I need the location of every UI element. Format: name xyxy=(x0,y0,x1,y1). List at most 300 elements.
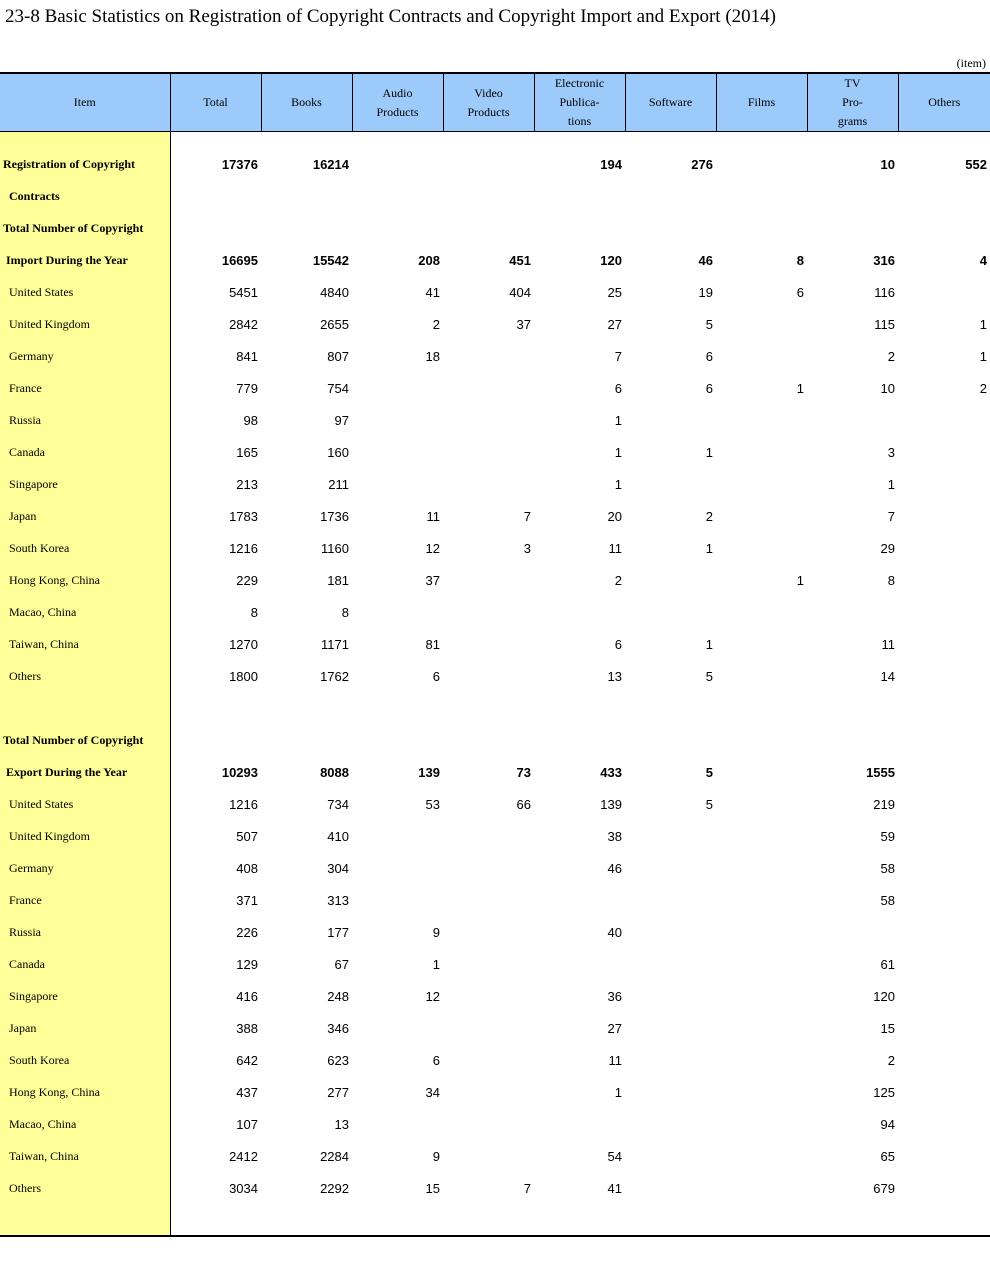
row-label: Total Number of Copyright xyxy=(0,212,170,244)
cell-video xyxy=(443,468,534,500)
cell-books: 313 xyxy=(327,892,349,908)
cell-tv: 8 xyxy=(887,572,895,588)
cell-video xyxy=(443,692,534,708)
cell-total xyxy=(170,724,261,756)
cell-software: 5 xyxy=(705,796,713,812)
table-row xyxy=(0,756,990,788)
cell-audio xyxy=(352,468,443,500)
cell-electronic: 194 xyxy=(600,156,622,172)
row-label: Germany xyxy=(0,340,170,372)
table-row xyxy=(0,1204,990,1236)
table-row xyxy=(0,1140,990,1172)
cell-total: 1216 xyxy=(229,796,258,812)
table-row xyxy=(0,564,990,596)
cell-tv: 115 xyxy=(874,316,895,332)
cell-tv xyxy=(807,132,898,149)
cell-others xyxy=(898,708,990,724)
cell-video xyxy=(443,596,534,628)
cell-electronic: 11 xyxy=(608,540,622,556)
cell-video xyxy=(443,708,534,724)
cell-total: 5451 xyxy=(229,284,258,300)
table-row xyxy=(0,1076,990,1108)
cell-software xyxy=(625,404,716,436)
column-header-others xyxy=(898,73,990,132)
cell-total: 507 xyxy=(236,828,258,844)
cell-audio xyxy=(352,852,443,884)
cell-electronic: 139 xyxy=(600,796,622,812)
row-label: Export During the Year xyxy=(0,756,170,788)
cell-total: 3034 xyxy=(229,1180,258,1196)
cell-books: 160 xyxy=(327,444,349,460)
cell-electronic: 11 xyxy=(608,1052,622,1068)
column-header-line: Total xyxy=(203,95,228,109)
cell-electronic: 41 xyxy=(607,1180,622,1196)
cell-software xyxy=(625,820,716,852)
cell-total: 98 xyxy=(243,412,258,428)
cell-video xyxy=(443,212,534,244)
cell-audio: 139 xyxy=(418,764,440,780)
cell-others xyxy=(898,756,990,788)
cell-others xyxy=(898,468,990,500)
cell-electronic: 1 xyxy=(614,1084,622,1100)
cell-films xyxy=(716,500,807,532)
cell-audio: 6 xyxy=(432,668,440,684)
cell-others xyxy=(898,1204,990,1236)
cell-tv: 1555 xyxy=(866,764,895,780)
table-row xyxy=(0,244,990,276)
cell-others xyxy=(898,1012,990,1044)
cell-electronic: 2 xyxy=(614,572,622,588)
cell-video xyxy=(443,436,534,468)
cell-electronic: 27 xyxy=(607,1020,622,1036)
cell-films xyxy=(716,596,807,628)
cell-tv xyxy=(807,404,898,436)
cell-films: 8 xyxy=(796,252,804,268)
row-label xyxy=(0,132,170,149)
cell-others xyxy=(898,660,990,692)
row-label: United Kingdom xyxy=(0,308,170,340)
cell-audio: 12 xyxy=(425,540,440,556)
cell-total xyxy=(170,708,261,724)
cell-audio: 34 xyxy=(425,1084,440,1100)
cell-books: 67 xyxy=(334,956,349,972)
cell-others xyxy=(898,916,990,948)
cell-tv: 61 xyxy=(880,956,895,972)
cell-films xyxy=(716,948,807,980)
column-header-line: Publica- xyxy=(559,95,600,109)
cell-films xyxy=(716,532,807,564)
cell-electronic xyxy=(534,180,625,212)
cell-video xyxy=(443,724,534,756)
cell-audio xyxy=(352,708,443,724)
cell-films xyxy=(716,468,807,500)
table-row xyxy=(0,852,990,884)
cell-electronic: 36 xyxy=(607,988,622,1004)
cell-total: 408 xyxy=(236,860,258,876)
cell-audio: 53 xyxy=(425,796,440,812)
row-label: France xyxy=(0,884,170,916)
column-header-software xyxy=(625,73,716,132)
column-header-line: Films xyxy=(747,95,776,109)
cell-video xyxy=(443,1044,534,1076)
cell-tv xyxy=(807,724,898,756)
cell-total: 388 xyxy=(236,1020,258,1036)
cell-films xyxy=(716,340,807,372)
cell-software xyxy=(625,692,716,708)
cell-tv: 59 xyxy=(880,828,895,844)
cell-software xyxy=(625,916,716,948)
table-row xyxy=(0,884,990,916)
cell-books xyxy=(261,692,352,708)
cell-total: 2412 xyxy=(229,1148,258,1164)
cell-others xyxy=(898,404,990,436)
cell-films xyxy=(716,436,807,468)
cell-films xyxy=(716,852,807,884)
cell-software: 46 xyxy=(698,252,713,268)
cell-total: 416 xyxy=(236,988,258,1004)
cell-electronic: 46 xyxy=(607,860,622,876)
cell-audio xyxy=(352,820,443,852)
cell-tv: 7 xyxy=(887,508,895,524)
cell-books: 1160 xyxy=(321,540,349,556)
table-row xyxy=(0,212,990,244)
row-label: Hong Kong, China xyxy=(0,1076,170,1108)
cell-video xyxy=(443,1140,534,1172)
cell-audio: 2 xyxy=(432,316,440,332)
cell-books: 410 xyxy=(327,828,349,844)
cell-tv: 116 xyxy=(874,284,895,300)
cell-films xyxy=(716,628,807,660)
cell-books: 754 xyxy=(327,380,349,396)
cell-video xyxy=(443,1076,534,1108)
cell-audio xyxy=(352,436,443,468)
column-header-films xyxy=(716,73,807,132)
cell-audio: 81 xyxy=(425,636,440,652)
cell-others xyxy=(898,596,990,628)
cell-tv: 15 xyxy=(880,1020,895,1036)
cell-software: 5 xyxy=(705,764,713,780)
cell-total: 165 xyxy=(236,444,258,460)
cell-video: 404 xyxy=(509,284,531,300)
cell-others xyxy=(898,820,990,852)
row-label: Macao, China xyxy=(0,1108,170,1140)
column-header-books xyxy=(261,73,352,132)
cell-tv: 2 xyxy=(887,348,895,364)
cell-films xyxy=(716,916,807,948)
column-header-audio xyxy=(352,73,443,132)
cell-films xyxy=(716,1108,807,1140)
table-row xyxy=(0,692,990,708)
cell-total: 1783 xyxy=(229,508,258,524)
cell-others xyxy=(898,500,990,532)
cell-tv xyxy=(807,692,898,708)
cell-software: 5 xyxy=(705,668,713,684)
table-row xyxy=(0,404,990,436)
cell-tv: 3 xyxy=(887,444,895,460)
row-label: Russia xyxy=(0,404,170,436)
row-label: Singapore xyxy=(0,468,170,500)
cell-books: 2655 xyxy=(320,316,349,332)
cell-video xyxy=(443,660,534,692)
column-header-video xyxy=(443,73,534,132)
cell-others: 4 xyxy=(979,252,987,268)
cell-total: 213 xyxy=(236,476,258,492)
cell-electronic xyxy=(534,948,625,980)
cell-books: 4840 xyxy=(320,284,349,300)
row-label: Germany xyxy=(0,852,170,884)
cell-books xyxy=(261,1204,352,1236)
cell-audio: 9 xyxy=(432,924,440,940)
cell-tv xyxy=(807,1204,898,1236)
cell-video xyxy=(443,948,534,980)
cell-others xyxy=(898,180,990,212)
cell-audio: 1 xyxy=(432,956,440,972)
cell-films xyxy=(716,660,807,692)
cell-films xyxy=(716,148,807,180)
cell-others xyxy=(898,692,990,708)
column-header-line: Products xyxy=(467,104,510,119)
row-label: Japan xyxy=(0,500,170,532)
cell-audio xyxy=(352,724,443,756)
cell-total: 437 xyxy=(236,1084,258,1100)
cell-others xyxy=(898,132,990,149)
cell-software xyxy=(625,596,716,628)
cell-video xyxy=(443,404,534,436)
cell-books: 211 xyxy=(328,476,349,492)
cell-electronic: 1 xyxy=(614,476,622,492)
cell-audio xyxy=(352,1204,443,1236)
cell-films xyxy=(716,788,807,820)
table-row xyxy=(0,708,990,724)
table-row xyxy=(0,132,990,149)
cell-audio xyxy=(352,596,443,628)
column-header-item xyxy=(0,73,170,132)
cell-video xyxy=(443,916,534,948)
cell-software xyxy=(625,132,716,149)
cell-books: 8 xyxy=(341,604,349,620)
column-header-line: Video xyxy=(474,85,503,100)
cell-films xyxy=(716,180,807,212)
cell-books: 15542 xyxy=(312,252,349,268)
table-row xyxy=(0,340,990,372)
cell-total: 1216 xyxy=(229,540,258,556)
cell-books xyxy=(261,212,352,244)
cell-others xyxy=(898,276,990,308)
row-label xyxy=(0,692,170,708)
row-label: France xyxy=(0,372,170,404)
cell-software xyxy=(625,564,716,596)
cell-electronic xyxy=(534,596,625,628)
cell-others xyxy=(898,1044,990,1076)
cell-others xyxy=(898,212,990,244)
column-header-electronic xyxy=(534,73,625,132)
cell-books: 734 xyxy=(327,796,349,812)
cell-electronic: 27 xyxy=(607,316,622,332)
cell-tv: 11 xyxy=(881,636,895,652)
table-row xyxy=(0,532,990,564)
cell-films xyxy=(716,1012,807,1044)
column-header-line: Books xyxy=(291,95,322,109)
cell-electronic xyxy=(534,1108,625,1140)
cell-films xyxy=(716,1076,807,1108)
cell-electronic: 13 xyxy=(607,668,622,684)
cell-video xyxy=(443,372,534,404)
table-row xyxy=(0,276,990,308)
cell-electronic xyxy=(534,884,625,916)
table-row xyxy=(0,1108,990,1140)
row-label: Japan xyxy=(0,1012,170,1044)
table-row xyxy=(0,788,990,820)
cell-software xyxy=(625,1012,716,1044)
cell-video xyxy=(443,1204,534,1236)
cell-books xyxy=(261,708,352,724)
cell-books: 8088 xyxy=(320,764,349,780)
cell-books: 97 xyxy=(334,412,349,428)
cell-electronic: 7 xyxy=(614,348,622,364)
cell-video xyxy=(443,1108,534,1140)
column-header-line: tions xyxy=(567,114,592,128)
cell-tv xyxy=(807,212,898,244)
cell-total: 107 xyxy=(236,1116,258,1132)
cell-software xyxy=(625,1108,716,1140)
table-row xyxy=(0,1012,990,1044)
cell-video xyxy=(443,1012,534,1044)
cell-tv: 120 xyxy=(873,988,895,1004)
cell-total: 779 xyxy=(236,380,258,396)
cell-audio xyxy=(352,180,443,212)
table-row xyxy=(0,500,990,532)
cell-total: 17376 xyxy=(221,156,258,172)
cell-video xyxy=(443,852,534,884)
column-header-line: Item xyxy=(73,95,96,109)
cell-tv xyxy=(807,596,898,628)
cell-others xyxy=(898,884,990,916)
table-row xyxy=(0,436,990,468)
cell-books: 248 xyxy=(327,988,349,1004)
cell-books: 2284 xyxy=(320,1148,349,1164)
cell-others xyxy=(898,948,990,980)
cell-others xyxy=(898,436,990,468)
cell-films xyxy=(716,1140,807,1172)
cell-total: 841 xyxy=(236,348,258,364)
table-row xyxy=(0,1172,990,1204)
cell-audio xyxy=(352,1108,443,1140)
cell-software xyxy=(625,1076,716,1108)
cell-software: 1 xyxy=(705,540,713,556)
cell-video xyxy=(443,340,534,372)
column-header-line: TV xyxy=(844,76,861,90)
table-row xyxy=(0,980,990,1012)
row-label: South Korea xyxy=(0,532,170,564)
column-header-line: Audio xyxy=(382,85,413,100)
row-label: United Kingdom xyxy=(0,820,170,852)
column-header-line: Products xyxy=(376,104,419,119)
cell-video xyxy=(443,148,534,180)
cell-tv xyxy=(807,180,898,212)
cell-total: 371 xyxy=(236,892,258,908)
cell-video xyxy=(443,564,534,596)
cell-electronic xyxy=(534,212,625,244)
cell-electronic: 120 xyxy=(600,252,622,268)
cell-total: 16695 xyxy=(221,252,258,268)
cell-films: 1 xyxy=(796,380,804,396)
row-label: Contracts xyxy=(0,180,170,212)
cell-others xyxy=(898,532,990,564)
column-header-line: Software xyxy=(648,95,693,109)
cell-total: 226 xyxy=(236,924,258,940)
unit-label: (item) xyxy=(956,56,986,70)
cell-total: 1270 xyxy=(229,636,258,652)
cell-others xyxy=(898,724,990,756)
table-row xyxy=(0,820,990,852)
row-label: Others xyxy=(0,1172,170,1204)
cell-video: 37 xyxy=(516,316,531,332)
cell-books: 177 xyxy=(327,924,349,940)
cell-software: 276 xyxy=(691,156,713,172)
row-label: Macao, China xyxy=(0,596,170,628)
cell-films xyxy=(716,692,807,708)
cell-electronic: 20 xyxy=(607,508,622,524)
table-body xyxy=(0,132,990,1237)
cell-tv: 316 xyxy=(873,252,895,268)
cell-books: 16214 xyxy=(312,156,349,172)
cell-electronic: 25 xyxy=(607,284,622,300)
cell-others xyxy=(898,1172,990,1204)
table-row xyxy=(0,660,990,692)
cell-electronic xyxy=(534,724,625,756)
cell-others xyxy=(898,980,990,1012)
cell-software: 6 xyxy=(705,380,713,396)
cell-software xyxy=(625,980,716,1012)
cell-software xyxy=(625,884,716,916)
table-row xyxy=(0,148,990,180)
cell-books: 304 xyxy=(327,860,349,876)
row-label: Russia xyxy=(0,916,170,948)
cell-films: 1 xyxy=(796,572,804,588)
cell-books: 277 xyxy=(327,1084,349,1100)
page-title: 23-8 Basic Statistics on Registration of Copyright Contracts and Copyright Import and Export (2014) xyxy=(5,6,776,27)
cell-video xyxy=(443,820,534,852)
row-label: Canada xyxy=(0,948,170,980)
table-row xyxy=(0,372,990,404)
table-row xyxy=(0,724,990,756)
cell-audio: 18 xyxy=(425,348,440,364)
cell-total: 129 xyxy=(236,956,258,972)
cell-video: 7 xyxy=(523,1180,531,1196)
cell-video: 7 xyxy=(523,508,531,524)
cell-tv: 10 xyxy=(880,380,895,396)
cell-software: 5 xyxy=(705,316,713,332)
cell-electronic xyxy=(534,1204,625,1236)
cell-audio: 15 xyxy=(425,1180,440,1196)
cell-tv: 125 xyxy=(873,1084,895,1100)
cell-films xyxy=(716,724,807,756)
cell-tv: 2 xyxy=(887,1052,895,1068)
row-label: Others xyxy=(0,660,170,692)
cell-software xyxy=(625,1044,716,1076)
cell-total: 1800 xyxy=(229,668,258,684)
cell-total xyxy=(170,212,261,244)
cell-tv: 65 xyxy=(880,1148,895,1164)
cell-tv: 679 xyxy=(873,1180,895,1196)
cell-films xyxy=(716,404,807,436)
row-label: South Korea xyxy=(0,1044,170,1076)
cell-total: 10293 xyxy=(221,764,258,780)
cell-video xyxy=(443,132,534,149)
column-header-line: Electronic xyxy=(554,76,605,90)
cell-audio: 41 xyxy=(425,284,440,300)
cell-tv: 219 xyxy=(873,796,895,812)
